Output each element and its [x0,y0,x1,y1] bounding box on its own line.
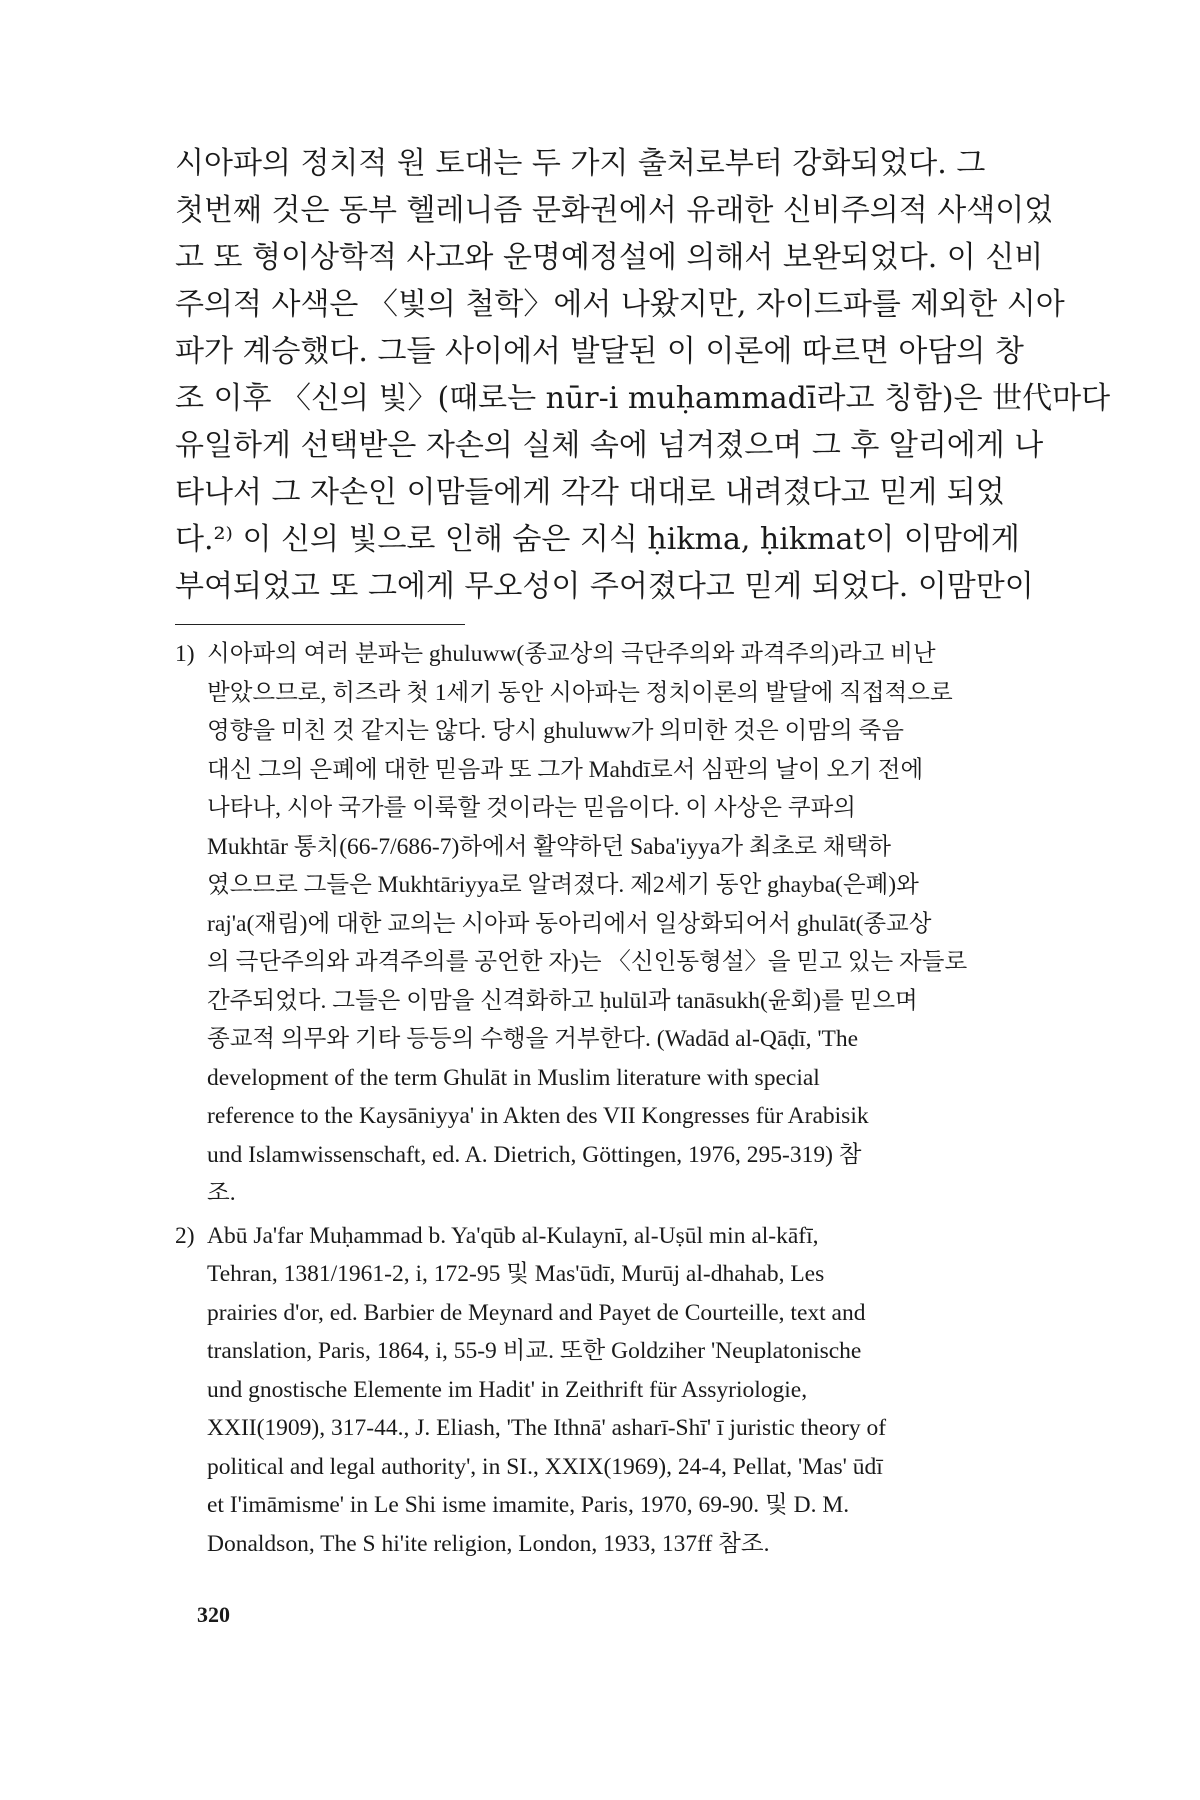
footnote-line: development of the term Ghulāt in Muslim literature with special [207,1064,820,1091]
body-line: 주의적 사색은 〈빛의 철학〉에서 나왔지만, 자이드파를 제외한 시아 [175,287,1065,322]
body-line: 고 또 형이상학적 사고와 운명예정설에 의해서 보완되었다. 이 신비 [175,240,1044,275]
body-line: 타나서 그 자손인 이맘들에게 각각 대대로 내려졌다고 믿게 되었 [175,475,1005,510]
body-line: 다.²⁾ 이 신의 빛으로 인해 숨은 지식 ḥikma, ḥikmat이 이맘에게 [175,522,1020,557]
footnote-line: 였으므로 그들은 Mukhtāriyya로 알려졌다. 제2세기 동안 ghayba(은폐)와 [207,872,919,898]
footnote-2 [175,1217,1045,1564]
footnote-line: translation, Paris, 1864, i, 55-9 비교. 또한 Goldziher 'Neuplatonische [207,1338,862,1364]
footnote-line: 대신 그의 은폐에 대한 믿음과 또 그가 Mahdī로서 심판의 날이 오기 전에 [207,756,924,783]
footnote-line: political and legal authority', in SI., XXIX(1969), 24-4, Pellat, 'Mas' ūdī [207,1453,883,1480]
body-line: 유일하게 선택받은 자손의 실체 속에 넘겨졌으며 그 후 알리에게 나 [175,428,1044,463]
footnote-divider [175,624,465,625]
footnote-line: Tehran, 1381/1961-2, i, 172-95 및 Mas'ūdī, Murūj al-dhahab, Les [207,1261,825,1287]
footnotes [175,635,1045,1563]
footnote-line: 나타나, 시아 국가를 이룩할 것이라는 믿음이다. 이 사상은 쿠파의 [207,795,856,821]
footnote-line: reference to the Kaysāniyya' in Akten des VII Kongresses für Arabisik [207,1103,869,1129]
body-line: 첫번째 것은 동부 헬레니즘 문화권에서 유래한 신비주의적 사색이었 [175,193,1054,228]
body-line: 파가 계승했다. 그들 사이에서 발달된 이 이론에 따르면 아담의 창 [175,334,1024,369]
footnote-line: Mukhtār 통치(66-7/686-7)하에서 활약하던 Saba'iyya가 최초로 채택하 [207,833,891,860]
body-line: 조 이후 〈신의 빛〉(때로는 nūr-i muḥammadī라고 칭함)은 世代마다 [175,381,1111,416]
footnote-line: prairies d'or, ed. Barbier de Meynard and Payet de Courteille, text and [207,1299,866,1326]
footnote-line: XXII(1909), 317-44., J. Eliash, 'The Ithnā' asharī-Shī' ī juristic theory of [207,1415,887,1441]
main-paragraph [175,140,1111,610]
footnote-line: 시아파의 여러 분파는 ghuluww(종교상의 극단주의와 과격주의)라고 비난 [207,641,936,667]
footnote-line: et I'imāmisme' in Le Shi isme imamite, Paris, 1970, 69-90. 및 D. M. [207,1492,850,1518]
footnote-line: 조. [207,1180,236,1206]
footnote-line: 종교적 의무와 기타 등등의 수행을 거부한다. (Wadād al-Qāḍī, 'The [207,1026,859,1052]
page-number: 320 [197,1602,230,1627]
footnote-number: 1) [175,641,195,667]
body-line: 시아파의 정치적 원 토대는 두 가지 출처로부터 강화되었다. 그 [175,146,986,181]
footnote-line: Abū Ja'far Muḥammad b. Ya'qūb al-Kulaynī, al-Uṣūl min al-kāfī, [207,1222,819,1249]
footnote-line: raj'a(재림)에 대한 교의는 시아파 동아리에서 일상화되어서 ghulāt(종교상 [207,910,932,937]
footnote-1 [175,635,1045,1213]
body-line: 부여되었고 또 그에게 무오성이 주어졌다고 믿게 되었다. 이맘만이 [175,569,1034,604]
footnote-line: 영향을 미친 것 같지는 않다. 당시 ghuluww가 의미한 것은 이맘의 죽음 [207,718,904,744]
footnote-number: 2) [175,1222,195,1249]
page-content [175,140,1111,1567]
footnote-line: 받았으므로, 히즈라 첫 1세기 동안 시아파는 정치이론의 발달에 직접적으로 [207,679,953,706]
footnote-line: Donaldson, The S hi'ite religion, London, 1933, 137ff 참조. [207,1530,770,1557]
footnote-line: 의 극단주의와 과격주의를 공언한 자)는 〈신인동형설〉을 믿고 있는 자들로 [207,949,968,975]
footnote-line: und gnostische Elemente im Hadit' in Zeithrift für Assyriologie, [207,1376,808,1403]
footnote-line: 간주되었다. 그들은 이맘을 신격화하고 ḥulūl과 tanāsukh(윤회)를 믿으며 [207,987,918,1014]
footnote-line: und Islamwissenschaft, ed. A. Dietrich, Göttingen, 1976, 295-319) 참 [207,1141,862,1168]
